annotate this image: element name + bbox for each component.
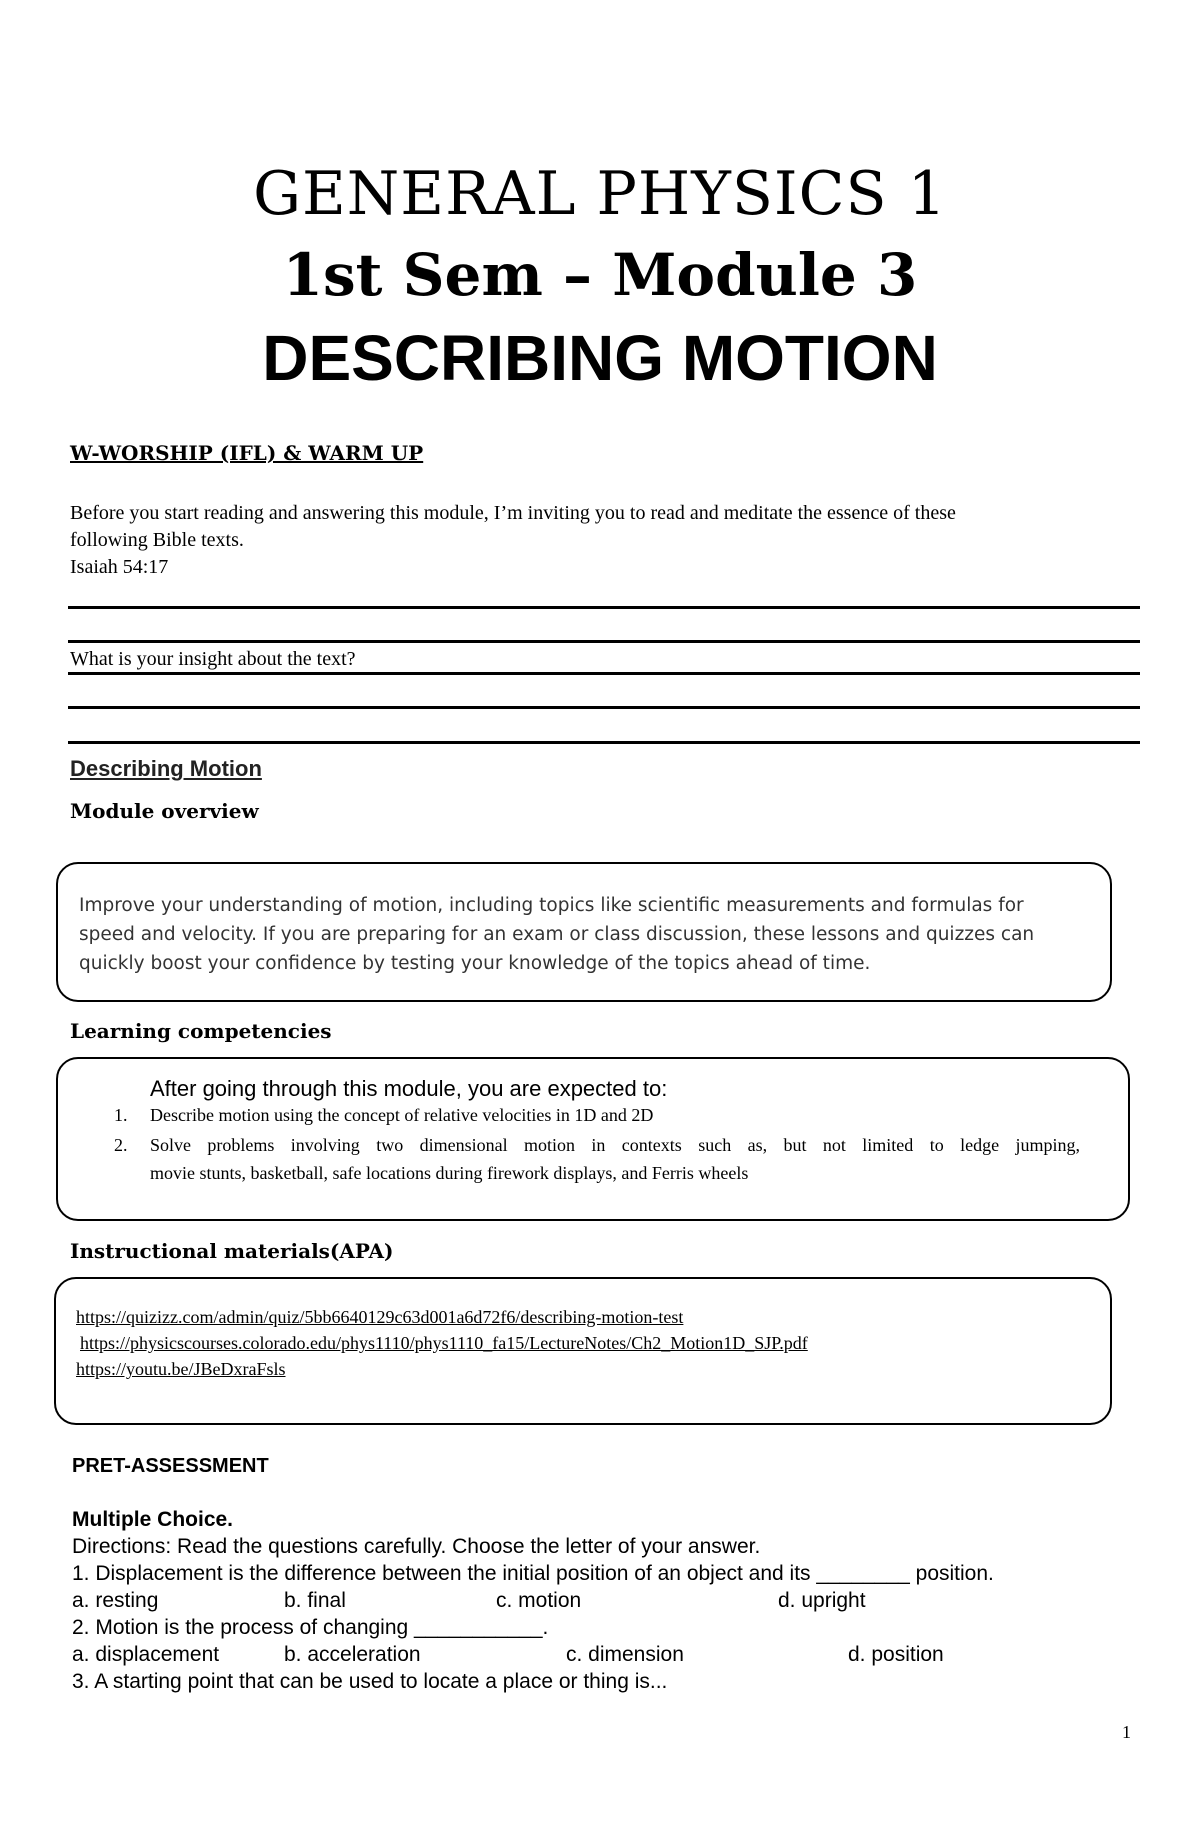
competencies-box [56,1057,1130,1221]
answer-line [68,672,1140,675]
materials-heading: Instructional materials(APA) [70,1239,394,1263]
question-3: 3. A starting point that can be used to locate a place or thing is... [72,1670,668,1693]
option: c. motion [496,1589,582,1612]
document-module: 1st Sem – Module 3 [282,241,918,309]
option: d. upright [778,1589,866,1612]
assessment-heading: PRET-ASSESSMENT [72,1455,269,1477]
worship-intro-line2: following Bible texts. [70,529,244,551]
page-number: 1 [1122,1722,1131,1742]
competency-number: 2. [114,1135,128,1155]
option: b. acceleration [284,1643,421,1666]
question-2-options [0,1641,1200,1668]
question-1: 1. Displacement is the difference between the initial position of an object and its ________ position. [72,1562,994,1585]
answer-line [68,706,1140,709]
overview-heading: Module overview [70,799,259,823]
competencies-intro: After going through this module, you are expected to: [150,1076,668,1101]
option: a. resting [72,1589,159,1612]
document-subject: GENERAL PHYSICS 1 [253,159,947,229]
materials-box [54,1277,1112,1425]
option: d. position [848,1643,944,1666]
overview-box [56,862,1112,1002]
answer-line [68,640,1140,643]
competencies-heading: Learning competencies [70,1019,332,1043]
answer-line [68,606,1140,609]
bible-verse: Isaiah 54:17 [70,556,169,578]
resource-link[interactable]: https://physicscourses.colorado.edu/phys1110/phys1110_fa15/LectureNotes/Ch2_Motion1D_SJP.pdf [80,1333,808,1353]
assessment-type: Multiple Choice. [72,1508,234,1531]
resource-link[interactable]: https://youtu.be/JBeDxraFsls [76,1359,286,1379]
competency-number: 1. [114,1105,128,1125]
option: b. final [284,1589,346,1612]
section-heading: Describing Motion [70,756,262,781]
insight-question: What is your insight about the text? [70,648,356,670]
question-2: 2. Motion is the process of changing ___________. [72,1616,549,1639]
overview-line: quickly boost your confidence by testing your knowledge of the topics ahead of time. [79,953,871,974]
competency-item-continued: movie stunts, basketball, safe locations during firework displays, and Ferris wheels [150,1163,749,1183]
overview-line: speed and velocity. If you are preparing for an exam or class discussion, these lessons and quizzes can [79,924,1035,945]
answer-line [68,741,1140,744]
document-topic: DESCRIBING MOTION [262,322,938,394]
resource-link[interactable]: https://quizizz.com/admin/quiz/5bb6640129c63d001a6d72f6/describing-motion-test [76,1307,684,1327]
question-1-options [0,1587,1200,1614]
worship-heading: W-WORSHIP (IFL) & WARM UP [70,441,424,465]
overview-line: Improve your understanding of motion, including topics like scientific measurements and formulas for [79,895,1024,916]
worship-intro-line1: Before you start reading and answering this module, I’m inviting you to read and meditate the essence of these [70,502,956,524]
competency-item: Describe motion using the concept of relative velocities in 1D and 2D [150,1105,654,1125]
option: a. displacement [72,1643,220,1666]
option: c. dimension [566,1643,684,1666]
assessment-directions: Directions: Read the questions carefully. Choose the letter of your answer. [72,1535,761,1558]
competency-item: Solve problems involving two dimensional motion in contexts such as, but not limited to ledge jumping, [150,1135,1080,1155]
